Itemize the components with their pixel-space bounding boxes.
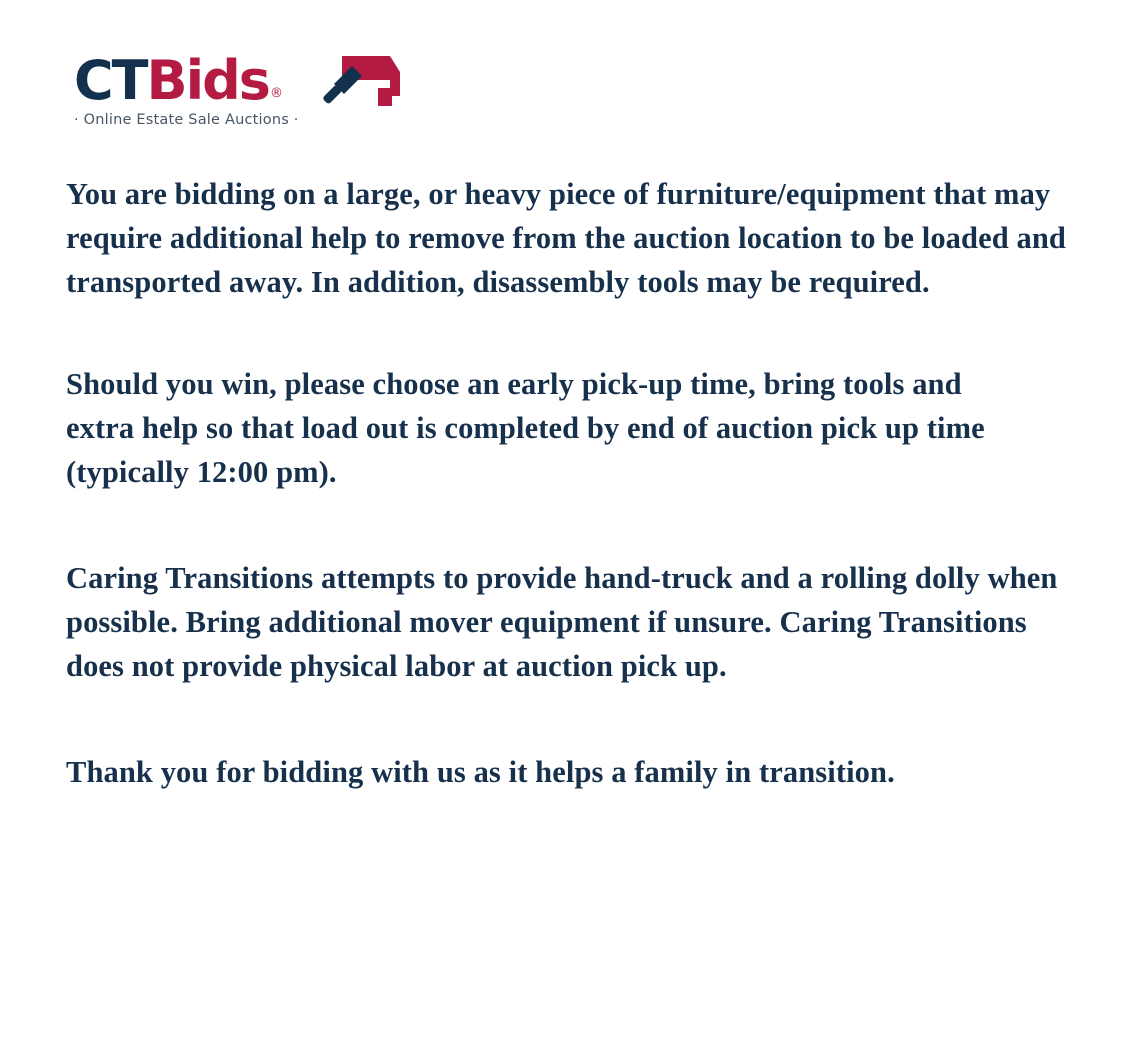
document-body [66,172,1076,794]
logo-tagline: · Online Estate Sale Auctions · [74,112,299,128]
paragraph-thank-you: Thank you for bidding with us as it helps a family in transition. [66,755,895,789]
logo-text-ct: CT [74,49,147,112]
paragraph-equipment-policy: Caring Transitions attempts to provide hand-truck and a rolling dolly when possible. Bring additional mover equipment if unsure. Caring Transitions does not provide physical labor at auction pick up. [66,561,1058,683]
logo-text-bids: Bids [146,49,269,112]
gavel-roof-icon [312,50,402,112]
paragraph-pickup-instructions: Should you win, please choose an early pick-up time, bring tools and extra help so that load out is completed by end of auction pick up time (typically 12:00 pm). [66,367,985,489]
paragraph-bidding-notice: You are bidding on a large, or heavy piece of furniture/equipment that may require additional help to remove from the auction location to be loaded and transported away. In addition, disassembly tools may be required. [66,177,1066,299]
logo-wordmark [74,49,414,112]
ctbids-logo [74,49,414,147]
registered-trademark-icon: ® [269,86,283,101]
